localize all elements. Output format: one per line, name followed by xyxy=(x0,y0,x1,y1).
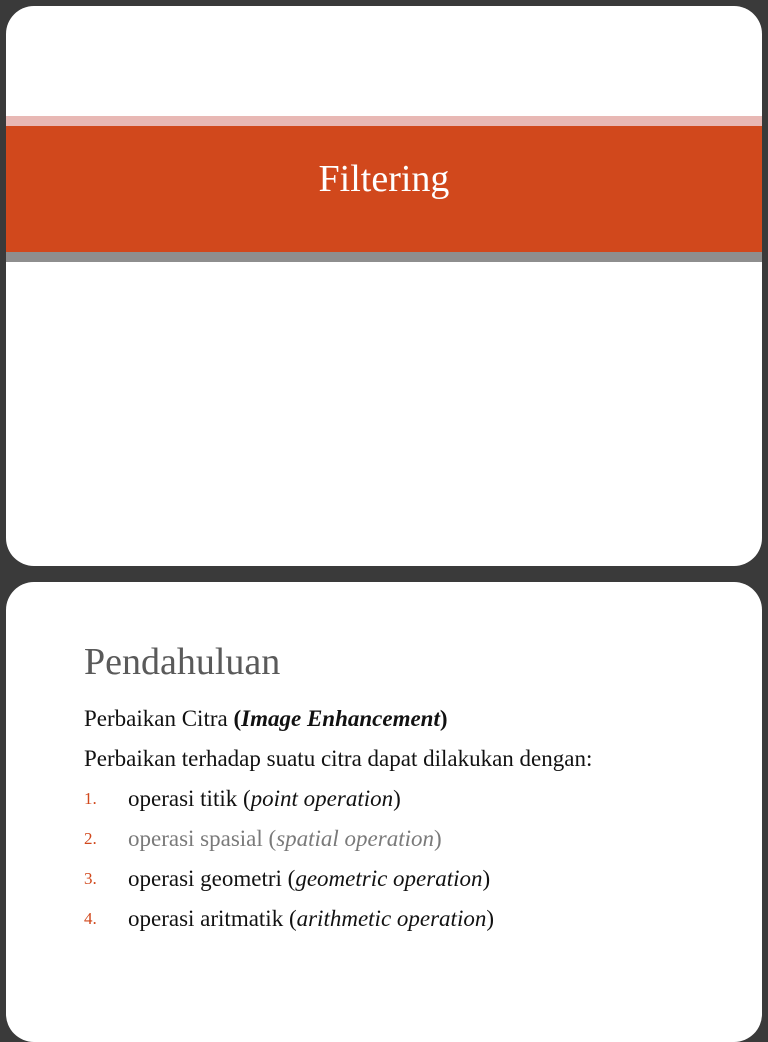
list-number: 3. xyxy=(84,869,97,888)
operation-list xyxy=(84,784,742,944)
list-item xyxy=(84,904,742,944)
slide-title: Filtering xyxy=(318,158,450,200)
subtitle-paren-open: ( xyxy=(233,706,242,731)
subtitle-paren-close: ) xyxy=(439,706,448,731)
list-item-text: operasi aritmatik ( xyxy=(128,906,297,931)
content-slide xyxy=(6,582,762,1042)
list-item-emphasis: geometric operation xyxy=(295,866,483,891)
list-item-emphasis: point operation xyxy=(250,786,394,811)
list-item-emphasis: spatial operation xyxy=(276,826,434,851)
list-item-close: ) xyxy=(486,906,495,931)
list-number: 4. xyxy=(84,909,97,928)
intro-line: Perbaikan terhadap suatu citra dapat dilakukan dengan: xyxy=(84,746,593,771)
list-number: 1. xyxy=(84,789,97,808)
list-item xyxy=(84,824,742,864)
subtitle-line xyxy=(84,704,742,744)
title-band-shadow xyxy=(6,252,762,262)
list-item-close: ) xyxy=(482,866,491,891)
list-item-text: operasi geometri ( xyxy=(128,866,296,891)
list-item-text: operasi titik ( xyxy=(128,786,251,811)
slide-heading: Pendahuluan xyxy=(84,641,281,683)
subtitle-emphasis: Image Enhancement xyxy=(241,706,440,731)
list-item-close: ) xyxy=(393,786,401,811)
list-number: 2. xyxy=(84,829,97,848)
subtitle-prefix: Perbaikan Citra xyxy=(84,706,234,731)
list-item xyxy=(84,784,742,824)
list-item-text: operasi spasial ( xyxy=(128,826,277,851)
title-slide xyxy=(6,6,762,566)
list-item-close: ) xyxy=(434,826,442,851)
title-band xyxy=(6,126,762,252)
list-item xyxy=(84,864,742,904)
slide-content xyxy=(84,704,742,944)
list-item-emphasis: arithmetic operation xyxy=(296,906,487,931)
